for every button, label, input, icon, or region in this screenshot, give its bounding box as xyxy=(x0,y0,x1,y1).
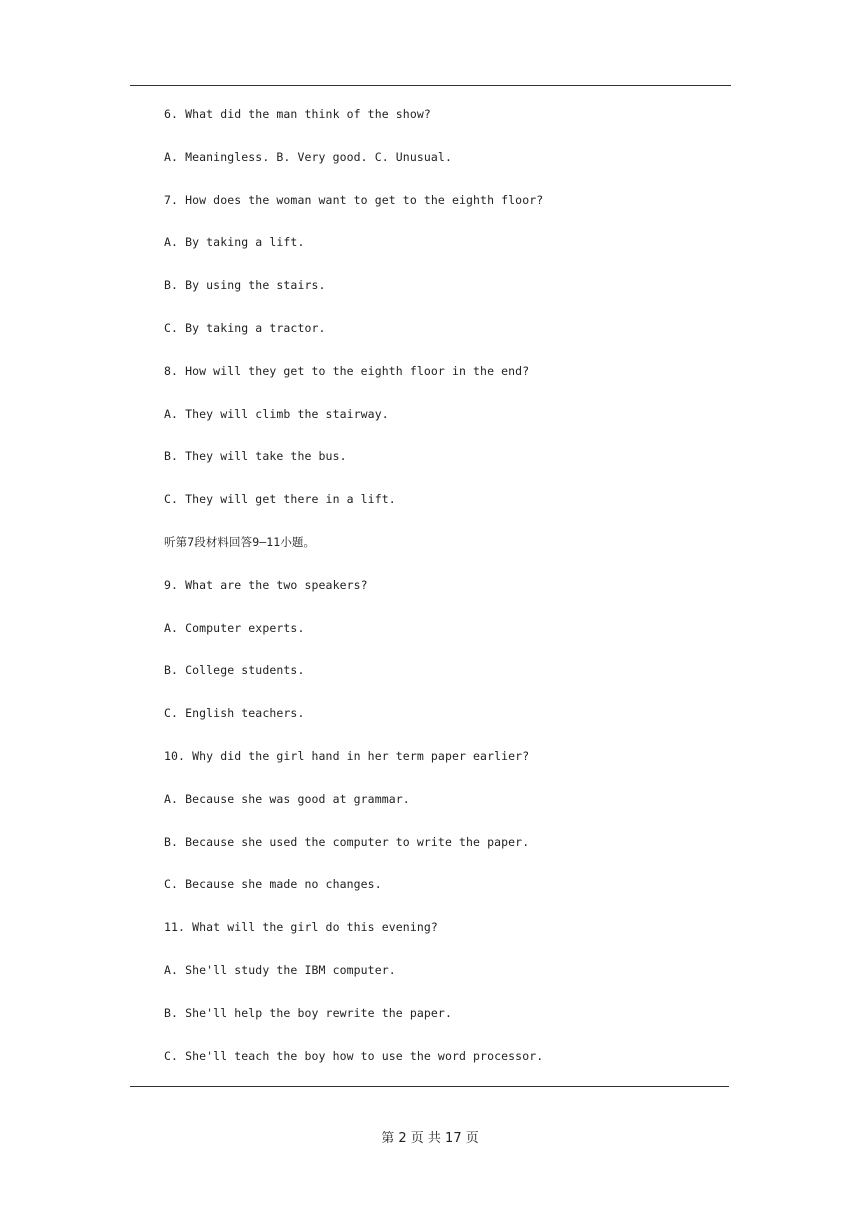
question-list xyxy=(164,105,724,1089)
question-6-options: A. Meaningless. B. Very good. C. Unusual. xyxy=(164,149,452,164)
question-9-option-b: B. College students. xyxy=(164,663,305,678)
question-8-option-a: A. They will climb the stairway. xyxy=(164,406,389,421)
question-11-option-a: A. She'll study the IBM computer. xyxy=(164,962,396,977)
question-10-option-a: A. Because she was good at grammar. xyxy=(164,791,410,806)
footer-rule xyxy=(130,1086,729,1087)
question-8-option-c: C. They will get there in a lift. xyxy=(164,492,396,507)
page-number: 第 2 页 共 17 页 xyxy=(381,1131,479,1146)
question-7-option-a: A. By taking a lift. xyxy=(164,235,305,250)
question-8: 8. How will they get to the eighth floor in the end? xyxy=(164,363,530,378)
question-7-option-b: B. By using the stairs. xyxy=(164,278,326,293)
question-11-option-c: C. She'll teach the boy how to use the word processor. xyxy=(164,1048,544,1063)
question-9: 9. What are the two speakers? xyxy=(164,577,368,592)
question-8-option-b: B. They will take the bus. xyxy=(164,449,347,464)
question-11-option-b: B. She'll help the boy rewrite the paper. xyxy=(164,1005,452,1020)
section-instruction: 听第7段材料回答9—11小题。 xyxy=(164,534,316,549)
question-6: 6. What did the man think of the show? xyxy=(164,107,431,121)
question-10-option-b: B. Because she used the computer to write the paper. xyxy=(164,834,530,849)
question-11: 11. What will the girl do this evening? xyxy=(164,920,438,935)
question-7-option-c: C. By taking a tractor. xyxy=(164,320,326,335)
question-9-option-c: C. English teachers. xyxy=(164,706,305,721)
question-10: 10. Why did the girl hand in her term paper earlier? xyxy=(164,748,530,763)
question-10-option-c: C. Because she made no changes. xyxy=(164,877,382,892)
header-rule xyxy=(130,85,731,86)
question-7: 7. How does the woman want to get to the eighth floor? xyxy=(164,192,544,207)
question-9-option-a: A. Computer experts. xyxy=(164,620,305,635)
